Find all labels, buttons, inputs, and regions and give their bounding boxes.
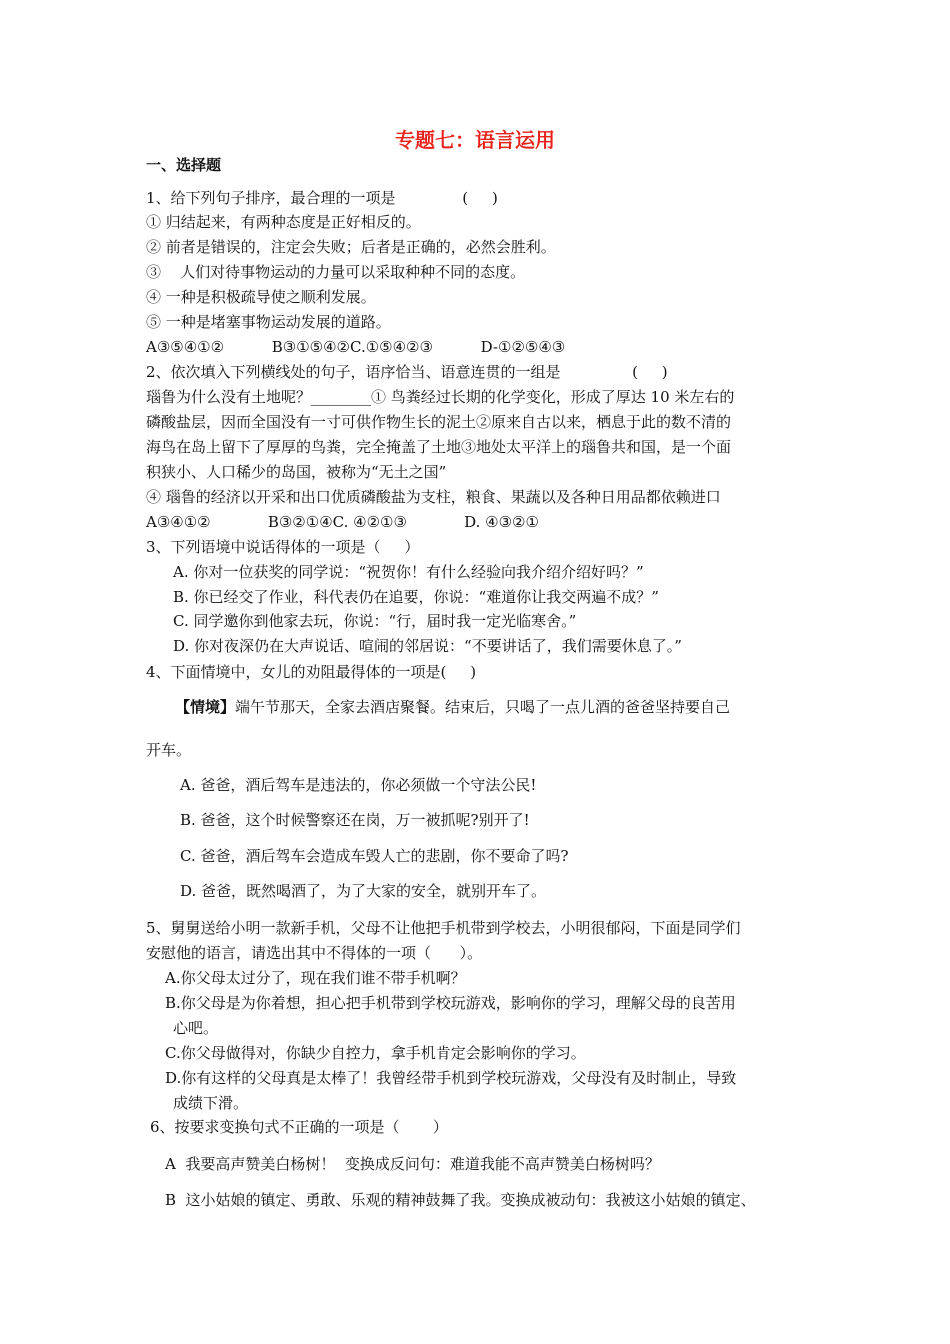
q2-options: A③④①② B③②①④C. ④②①③ D. ④③②① <box>146 513 539 531</box>
q4-context-label: 【情境】 <box>175 698 236 716</box>
q4-stem: 4、下面情境中，女儿的劝阻最得体的一项是( ) <box>146 663 477 681</box>
q6-stem: 6、按要求变换句式不正确的一项是（ ） <box>150 1118 448 1136</box>
q4-option-b: B. 爸爸，这个时候警察还在岗，万一被抓呢?别开了! <box>180 811 530 829</box>
q2-passage-line-1: 瑙鲁为什么没有土地呢？________① 鸟粪经过长期的化学变化，形成了厚达 10 米左右的 <box>146 388 735 406</box>
q4-context-line-2: 开车。 <box>146 741 192 759</box>
q5-option-d-line-2: 成绩下滑。 <box>173 1094 249 1112</box>
q3-option-c: C. 同学邀你到他家去玩，你说：“行，届时我一定光临寒舍。” <box>173 612 577 630</box>
q2-stem: 2、依次填入下列横线处的句子，语序恰当、语意连贯的一组是 ( ) <box>146 363 668 381</box>
q5-stem-line-1: 5、舅舅送给小明一款新手机，父母不让他把手机带到学校去，小明很郁闷，下面是同学们 <box>146 919 741 937</box>
q1-sentence-3: ③ 人们对待事物运动的力量可以采取种种不同的态度。 <box>146 263 526 281</box>
q1-sentence-1: ① 归结起来，有两种态度是正好相反的。 <box>146 213 421 231</box>
q5-option-b-line-2: 心吧。 <box>173 1019 219 1037</box>
q4-option-c: C. 爸爸，酒后驾车会造成车毁人亡的悲剧，你不要命了吗? <box>180 847 569 865</box>
q5-stem-line-2: 安慰他的语言，请选出其中不得体的一项（ ）。 <box>146 944 483 962</box>
q6-option-b: B 这小姑娘的镇定、勇敢、乐观的精神鼓舞了我。变换成被动句：我被这小姑娘的镇定、 <box>165 1191 756 1209</box>
q4-context-line-1 <box>175 697 730 717</box>
section-heading: 一、选择题 <box>146 156 222 174</box>
q5-option-d-line-1: D.你有这样的父母真是太棒了！我曾经带手机到学校玩游戏，父母没有及时制止，导致 <box>165 1069 737 1087</box>
q1-sentence-5: ⑤ 一种是堵塞事物运动发展的道路。 <box>146 313 391 331</box>
q5-option-a: A.你父母太过分了，现在我们谁不带手机啊？ <box>165 969 466 987</box>
q3-option-a: A. 你对一位获奖的同学说：“祝贺你！有什么经验向我介绍介绍好吗？” <box>173 563 644 581</box>
q2-passage-line-4: 积狭小、人口稀少的岛国，被称为“无土之国” <box>146 463 447 481</box>
q5-option-c: C.你父母做得对，你缺少自控力，拿手机肯定会影响你的学习。 <box>165 1044 586 1062</box>
q2-passage-line-3: 海鸟在岛上留下了厚厚的鸟粪，完全掩盖了土地③地处太平洋上的瑙鲁共和国，是一个面 <box>146 438 732 456</box>
q3-stem: 3、下列语境中说话得体的一项是（ ） <box>146 538 420 556</box>
q4-context-text: 端午节那天，全家去酒店聚餐。结束后，只喝了一点儿酒的爸爸坚持要自己 <box>235 698 731 716</box>
q1-options: A③⑤④①② B③①⑤④②C.①⑤④②③ D-①②⑤④③ <box>146 338 566 356</box>
q6-option-a: A 我要高声赞美白杨树！ 变换成反问句：难道我能不高声赞美白杨树吗？ <box>165 1155 660 1173</box>
q2-passage-line-5: ④ 瑙鲁的经济以开采和出口优质磷酸盐为支柱，粮食、果蔬以及各种日用品都依赖进口 <box>146 488 721 506</box>
q3-option-d: D. 你对夜深仍在大声说话、喧闹的邻居说：“不要讲话了，我们需要休息了。” <box>173 637 682 655</box>
q2-passage-line-2: 磷酸盐层，因而全国没有一寸可供作物生长的泥土②原来自古以来，栖息于此的数不清的 <box>146 413 732 431</box>
q1-sentence-4: ④ 一种是积极疏导使之顺利发展。 <box>146 288 376 306</box>
q4-option-a: A. 爸爸，酒后驾车是违法的，你必须做一个守法公民! <box>180 776 537 794</box>
q3-option-b: B. 你已经交了作业，科代表仍在追要，你说：“难道你让我交两遍不成？” <box>173 588 659 606</box>
q1-stem: 1、给下列句子排序，最合理的一项是 ( ) <box>146 189 498 207</box>
q5-option-b-line-1: B.你父母是为你着想，担心把手机带到学校玩游戏，影响你的学习，理解父母的良苦用 <box>165 994 736 1012</box>
page-title: 专题七：语言运用 <box>395 128 555 152</box>
q4-option-d: D. 爸爸，既然喝酒了，为了大家的安全，就别开车了。 <box>180 882 547 900</box>
q1-sentence-2: ② 前者是错误的，注定会失败；后者是正确的，必然会胜利。 <box>146 238 556 256</box>
